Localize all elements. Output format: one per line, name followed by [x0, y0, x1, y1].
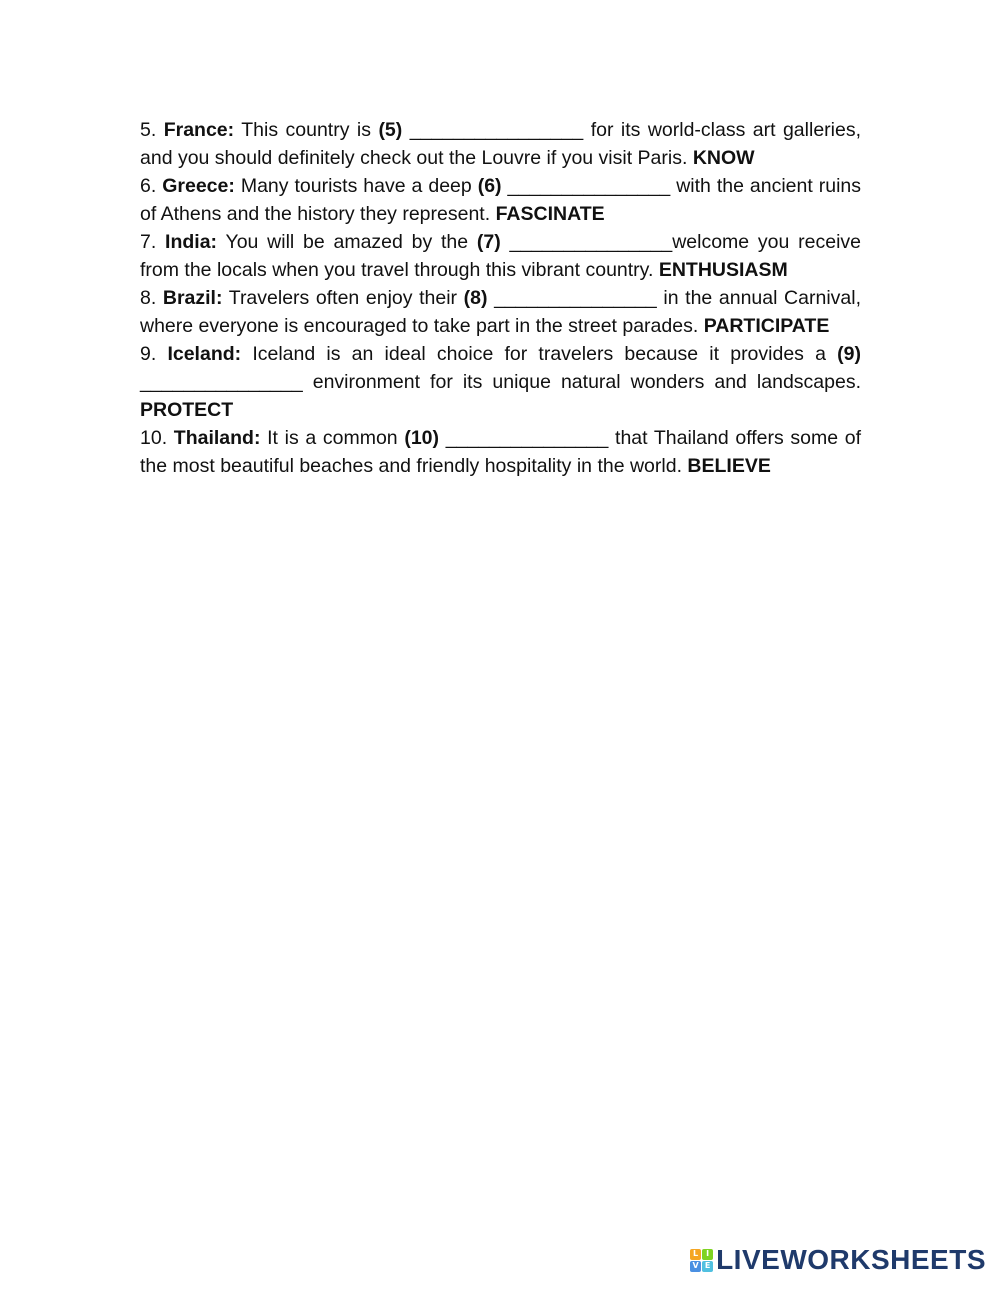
- logo-mark-letter: I: [702, 1249, 713, 1260]
- liveworksheets-logo[interactable]: [690, 1244, 986, 1276]
- worksheet-content: [140, 116, 861, 480]
- sentence-after: with the ancient ruins of Athens and the history they represent.: [140, 175, 862, 225]
- logo-text: LIVEWORKSHEETS: [716, 1244, 986, 1275]
- answer-blank[interactable]: _______________: [140, 371, 303, 393]
- blank-label: (5): [378, 119, 403, 141]
- question-6: [140, 172, 861, 228]
- answer-blank[interactable]: _______________: [494, 287, 657, 309]
- blank-label: (7): [476, 231, 501, 253]
- question-7: [140, 228, 861, 284]
- sentence-before: Travelers often enjoy their: [228, 287, 458, 309]
- question-number: 9.: [140, 343, 157, 365]
- sentence-before: Iceland is an ideal choice for travelers because it provides a: [252, 343, 826, 365]
- logo-mark-icon: [690, 1249, 713, 1272]
- question-5: [140, 116, 861, 172]
- blank-label: (8): [463, 287, 488, 309]
- sentence-before: This country is: [241, 119, 371, 141]
- sentence-after: in the annual Carnival, where everyone is encouraged to take part in the street parades.: [140, 287, 861, 337]
- keyword: PARTICIPATE: [703, 315, 830, 337]
- blank-label: (9): [837, 343, 861, 365]
- question-number: 7.: [140, 231, 157, 253]
- question-number: 10.: [140, 427, 168, 449]
- keyword: FASCINATE: [495, 203, 605, 225]
- blank-label: (6): [477, 175, 502, 197]
- question-number: 6.: [140, 175, 157, 197]
- question-number: 5.: [140, 119, 157, 141]
- question-8: [140, 284, 861, 340]
- sentence-after: for its world-class art galleries, and you should definitely check out the Louvre if you visit Paris.: [140, 119, 861, 169]
- sentence-after: welcome you receive from the locals when you travel through this vibrant country.: [140, 231, 861, 281]
- logo-mark-letter: L: [690, 1249, 701, 1260]
- logo-mark-letter: V: [690, 1261, 701, 1272]
- keyword: PROTECT: [140, 399, 234, 421]
- country-name: Thailand:: [173, 427, 261, 449]
- blank-label: (10): [404, 427, 440, 449]
- question-10: [140, 424, 861, 480]
- sentence-before: Many tourists have a deep: [240, 175, 472, 197]
- country-name: Greece:: [162, 175, 235, 197]
- country-name: Brazil:: [162, 287, 223, 309]
- country-name: India:: [165, 231, 218, 253]
- country-name: Iceland:: [167, 343, 242, 365]
- sentence-after: environment for its unique natural wonders and landscapes.: [312, 371, 861, 393]
- answer-blank[interactable]: ________________: [409, 119, 584, 141]
- sentence-before: It is a common: [267, 427, 398, 449]
- question-number: 8.: [140, 287, 157, 309]
- keyword: KNOW: [692, 147, 755, 169]
- keyword: BELIEVE: [687, 455, 771, 477]
- answer-blank[interactable]: _______________: [507, 175, 671, 197]
- sentence-after: that Thailand offers some of the most beautiful beaches and friendly hospitality in the world.: [140, 427, 862, 477]
- logo-mark-letter: E: [702, 1261, 713, 1272]
- question-9: [140, 340, 861, 424]
- answer-blank[interactable]: _______________: [509, 231, 673, 253]
- country-name: France:: [163, 119, 235, 141]
- answer-blank[interactable]: _______________: [445, 427, 609, 449]
- keyword: ENTHUSIASM: [658, 259, 788, 281]
- sentence-before: You will be amazed by the: [225, 231, 469, 253]
